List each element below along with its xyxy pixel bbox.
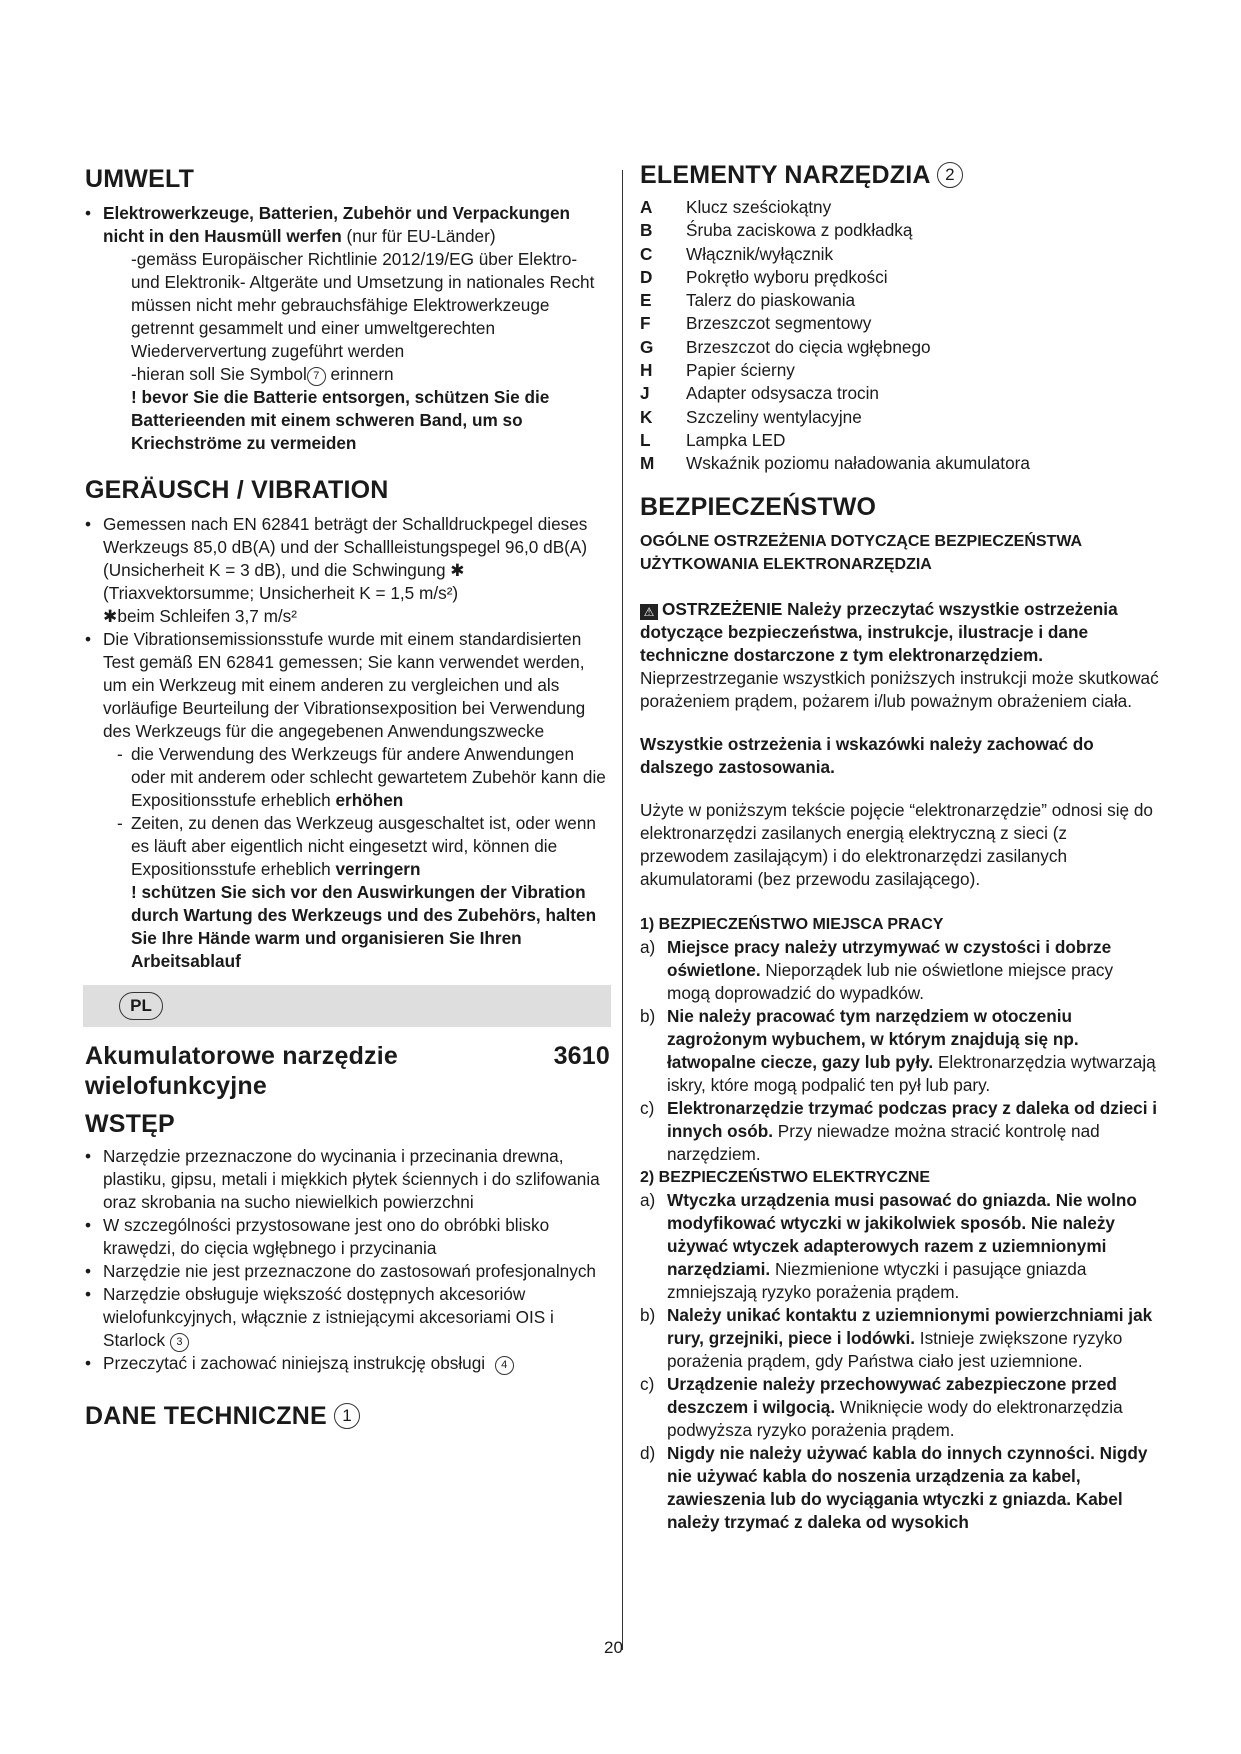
elementy-heading: ELEMENTY NARZĘDZIA 2 (640, 160, 1160, 190)
element-label: Talerz do piaskowania (686, 290, 856, 311)
product-title-block (85, 1041, 610, 1101)
element-key: E (640, 290, 652, 311)
umwelt-battery-warning: ! bevor Sie die Batterie entsorgen, schützen Sie die Batterieenden mit einem schweren Band, um so Kriechströme zu vermeiden (131, 387, 550, 453)
bezp-subheading: OGÓLNE OSTRZEŻENIA DOTYCZĄCE BEZPIECZEŃSTWA UŻYTKOWANIA ELEKTRONARZĘDZIA (640, 532, 1082, 573)
rule-1a: a) Miejsce pracy należy utrzymywać w czystości i dobrze oświetlone. Nieporządek lub nie oświetlone miejsce pracy mogą doprowadzić do wypadków. (640, 936, 1114, 1003)
element-label: Brzeszczot segmentowy (686, 313, 872, 334)
element-row (640, 312, 1030, 335)
element-label: Pokrętło wyboru prędkości (686, 266, 888, 287)
geraeusch-heading: GERÄUSCH / VIBRATION (85, 476, 389, 504)
rule-2a: a) Wtyczka urządzenia musi pasować do gniazda. Nie wolno modyfikować wtyczki w jakikolwiek sposób. Nie należy używać wtyczek adapterowych razem z uziemnionymi narzędziami. Niezmienione wtyczki i pasujące gniazda zmniejszają ryzyko porażenia prądem. (640, 1189, 1137, 1302)
wstep-bullet-2: • W szczególności przystosowane jest ono do obróbki blisko krawędzi, do cięcia wgłębnego i przycinania (85, 1214, 610, 1260)
element-key: L (640, 429, 651, 450)
element-row (640, 382, 1030, 405)
element-key: D (640, 266, 653, 287)
term-definition: Użyte w poniższym tekście pojęcie “elektronarzędzie” odnosi się do elektronarzędzi zasilanych energią elektryczną z sieci (z przewodem zasilającym) i do elektronarzędzi zasilanych akumulatorami (bez przewodu zasilającego). (640, 799, 1153, 889)
element-label: Szczeliny wentylacyjne (686, 406, 862, 427)
element-row (640, 336, 1030, 359)
element-row (640, 406, 1030, 429)
element-row (640, 266, 1030, 289)
element-row (640, 429, 1030, 452)
elements-list (640, 196, 1030, 476)
element-label: Śruba zaciskowa z podkładką (686, 220, 913, 241)
element-label: Klucz sześciokątny (686, 197, 832, 217)
symbol-1-icon: 1 (334, 1403, 360, 1429)
section-2-heading: 2) BEZPIECZEŃSTWO ELEKTRYCZNE (640, 1168, 931, 1186)
noise-bullet: • Gemessen nach EN 62841 beträgt der Schalldruckpegel dieses Werkzeugs 85,0 dB(A) und der Schallleistungspegel 96,0 dB(A) (Unsicherheit K = 3 dB), und die Schwingung ✱ (Triaxvektorsumme; Unsicherheit K = 1,5 m/s²) (85, 513, 610, 605)
rule-2d: d) Nigdy nie należy używać kabla do innych czynności. Nigdy nie używać kabla do noszenia urządzenia za kabel, zawieszenia lub do wyciągania wtyczki z gniazda. Kabel należy trzymać z daleka od wysokich (640, 1442, 1148, 1532)
element-key: C (640, 243, 653, 264)
wstep-bullet-4: • Narzędzie obsługuje większość dostępnych akcesoriów wielofunkcyjnych, włącznie z istniejącymi akcesoriami OIS i Starlock 3 (85, 1283, 610, 1352)
symbol-2-icon: 2 (937, 162, 963, 188)
dane-heading: DANE TECHNICZNE 1 (85, 1401, 610, 1431)
umwelt-heading: UMWELT (85, 165, 195, 193)
wstep-bullet-5: • Przeczytać i zachować niniejszą instrukcję obsługi 4 (85, 1352, 610, 1375)
element-key: J (640, 383, 650, 404)
section-1-heading: 1) BEZPIECZEŃSTWO MIEJSCA PRACY (640, 915, 944, 933)
page-number: 20 (604, 1638, 623, 1657)
element-key: F (640, 313, 651, 334)
rule-2c: c) Urządzenie należy przechowywać zabezpieczone przed deszczem i wilgocią. Wniknięcie wody do elektronarzędzia podwyższa ryzyko porażenia prądem. (640, 1373, 1123, 1440)
warning-icon: ⚠ (640, 604, 658, 620)
wstep-bullet-1: • Narzędzie przeznaczone do wycinania i przecinania drewna, plastiku, gipsu, metali i miękkich płytek ściennych i do szlifowania oraz skrobania na sucho niewielkich powierzchni (85, 1145, 610, 1214)
wstep-bullet-3: • Narzędzie nie jest przeznaczone do zastosowań profesjonalnych (85, 1260, 610, 1283)
product-model: 3610 (553, 1042, 610, 1070)
column-divider (622, 170, 623, 1650)
vibration-sub-1: - die Verwendung des Werkzeugs für andere Anwendungen oder mit anderem oder schlecht gewartetem Zubehör kann die Expositionsstufe erheblich erhöhen (85, 743, 610, 812)
element-row (640, 452, 1030, 475)
keep-instructions: Wszystkie ostrzeżenia i wskazówki należy zachować do dalszego zastosowania. (640, 733, 1094, 777)
wstep-heading: WSTĘP (85, 1110, 175, 1138)
element-key: G (640, 336, 654, 357)
element-key: K (640, 406, 653, 427)
language-badge: PL (119, 992, 163, 1020)
element-row (640, 219, 1030, 242)
element-label: Włącznik/wyłącznik (686, 243, 834, 264)
symbol-4-icon: 4 (495, 1356, 514, 1375)
element-label: Brzeszczot do cięcia wgłębnego (686, 336, 931, 357)
symbol-7-icon: 7 (307, 367, 326, 386)
vibration-sub-2: - Zeiten, zu denen das Werkzeug ausgeschaltet ist, oder wenn es läuft aber eigentlich nicht eingesetzt wird, können die Expositionsstufe erheblich verringern (85, 812, 610, 881)
noise-note: ✱beim Schleifen 3,7 m/s² (103, 606, 297, 626)
element-label: Wskaźnik poziomu naładowania akumulatora (686, 453, 1030, 474)
element-row (640, 359, 1030, 382)
element-row (640, 289, 1030, 312)
general-warning: ⚠ OSTRZEŻENIE Należy przeczytać wszystkie ostrzeżenia dotyczące bezpieczeństwa, instrukcje, ilustracje i dane techniczne dostarczone z tym elektronarzędziem. Nieprzestrzeganie wszystkich poniższych instrukcji może skutkować porażeniem prądem, pożarem i/lub poważnym obrażeniem ciała. (640, 598, 1159, 711)
element-key: H (640, 360, 653, 381)
element-key: B (640, 220, 653, 241)
element-label: Lampka LED (686, 429, 786, 450)
umwelt-directive-text: -gemäss Europäischer Richtlinie 2012/19/EG über Elektro- und Elektronik- Altgeräte und Umsetzung in nationales Recht müssen nicht mehr gebrauchsfähige Elektrowerkzeuge getrennt gesammelt und einer umweltgerechten Wiederververtung zugeführt werden -hieran soll Sie Symbol 7 erinnern (131, 249, 595, 384)
element-row (640, 243, 1030, 266)
product-title: Akumulatorowe narzędzie wielofunkcyjne (85, 1042, 398, 1100)
rule-2b: b) Należy unikać kontaktu z uziemnionymi powierzchniami jak rury, grzejniki, piece i lodówki. Istnieje zwiększone ryzyko porażenia prądem, gdy Państwa ciało jest uziemnione. (640, 1304, 1153, 1371)
umwelt-bullet: • Elektrowerkzeuge, Batterien, Zubehör und Verpackungen nicht in den Hausmüll werfen (nur für EU-Länder) (85, 202, 610, 248)
element-key: A (640, 197, 653, 217)
element-row (640, 196, 1030, 219)
vibration-bullet: • Die Vibrationsemissionsstufe wurde mit einem standardisierten Test gemäß EN 62841 gemessen; Sie kann verwendet werden, um ein Werkzeug mit einem anderen zu vergleichen und als vorläufige Beurteilung der Vibrationsexposition bei Verwendung des Werkzeugs für die angegebenen Anwendungszwecke (85, 628, 610, 743)
vibration-warning: ! schützen Sie sich vor den Auswirkungen der Vibration durch Wartung des Werkzeugs und des Zubehörs, halten Sie Ihre Hände warm und organisieren Sie Ihren Arbeitsablauf (131, 882, 597, 971)
symbol-3-icon: 3 (170, 1333, 189, 1352)
element-label: Papier ścierny (686, 360, 795, 381)
language-band (83, 985, 611, 1027)
bezp-heading: BEZPIECZEŃSTWO (640, 492, 877, 521)
element-key: M (640, 453, 655, 474)
left-column (85, 160, 610, 1431)
element-label: Adapter odsysacza trocin (686, 383, 879, 404)
rule-1c: c) Elektronarzędzie trzymać podczas pracy z daleka od dzieci i innych osób. Przy niewadze można stracić kontrolę nad narzędziem. (640, 1097, 1158, 1164)
rule-1b: b) Nie należy pracować tym narzędziem w otoczeniu zagrożonym wybuchem, w którym znajdują się np. łatwopalne ciecze, gazy lub pyły. Elektronarzędzia wytwarzają iskry, które mogą podpalić ten pył lub pary. (640, 1005, 1156, 1095)
right-column (640, 160, 1160, 1534)
